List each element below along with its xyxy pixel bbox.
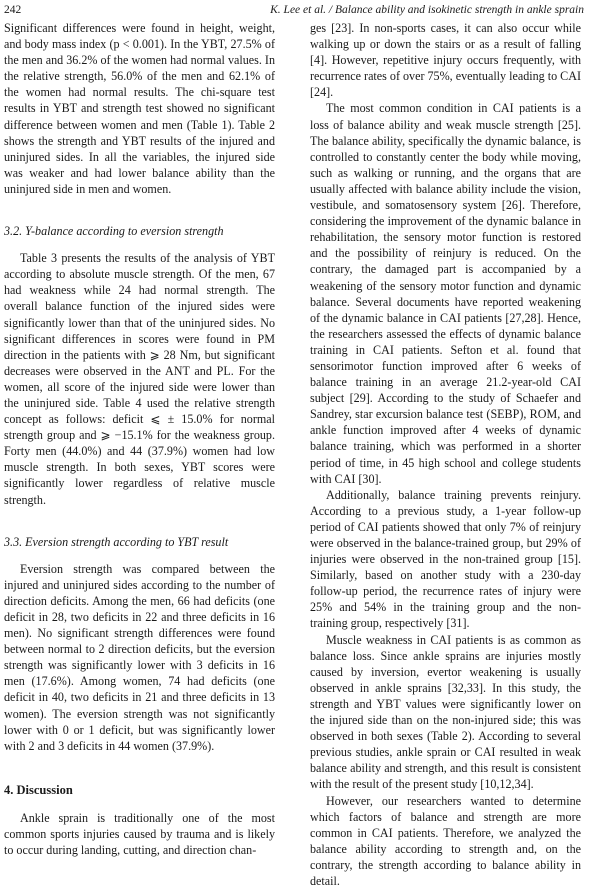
section-heading-3-3: 3.3. Eversion strength according to YBT result xyxy=(4,534,275,550)
discussion-paragraph-5: Muscle weakness in CAI patients is as common as balance loss. Since ankle sprains are injuries mostly caused by inversion, evertor weakening is usually observed in ankle sprains [32,33]. In this study, the strength and YBT values were significantly lower on the injured side than on the non-injured side; this was observed in both sexes (Table 2). According to several previous studies, ankle sprain or CAI resulted in weak balance ability and strength, and this result is consistent with the result of the present study [10,12,34]. xyxy=(310,632,581,793)
page-header xyxy=(0,3,600,17)
section-heading-discussion: 4. Discussion xyxy=(4,782,275,798)
discussion-paragraph-2: ges [23]. In non-sports cases, it can also occur while walking up or down the stairs or as a result of falling [4]. However, repetitive injury occurs frequently, with recurrence rates of over 75%, eventually leading to CAI [24]. xyxy=(310,20,581,100)
page-number: 242 xyxy=(4,3,21,17)
results-paragraph-2: Table 3 presents the results of the analysis of YBT according to absolute muscle strength. Of the men, 67 had weakness while 24 had normal strength. The overall balance function of the injured sides were significantly lower than that of the uninjured sides. No significant differences in scores were found in PM direction in the patients with ⩾ 28 Nm, but significant decreases were observed in the ANT and PL. For the women, all score of the injured side were lower than the uninjured side. Table 4 used the relative strength concept as follows: deficit ⩽ ± 15.0% for normal strength group and ⩾ −15.1% for the weakness group. Forty men (44.0%) and 44 (37.9%) women had low muscle strength. In both sexes, YBT scores were significantly lower regardless of relative muscle strength. xyxy=(4,250,275,508)
section-heading-3-2: 3.2. Y-balance according to eversion strength xyxy=(4,223,275,239)
running-title: K. Lee et al. / Balance ability and isokinetic strength in ankle sprain xyxy=(270,3,584,17)
left-column xyxy=(4,20,275,808)
results-paragraph-1: Significant differences were found in height, weight, and body mass index (p < 0.001). In the YBT, 27.5% of the men and 36.2% of the women had normal values. In the relative strength, 56.0% of the men and 62.1% of the women had normal results. The chi-square test results in YBT and strength test showed no significant difference between women and men (Table 1). Table 2 shows the strength and YBT results of the injured and uninjured sides. In all the variables, the injured side was weaker and had lower balance ability than the uninjured side in men and women. xyxy=(4,20,275,197)
discussion-paragraph-1: Ankle sprain is traditionally one of the most common sports injuries caused by trauma and is likely to occur during landing, cutting, and direction chan- xyxy=(4,810,275,858)
discussion-paragraph-4: Additionally, balance training prevents reinjury. According to a previous study, a 1-year follow-up period of CAI patients showed that only 7% of reinjury were observed in the balance-trained group, but 29% of injuries were observed in the non-trained group [15]. Similarly, based on another study with a 230-day follow-up period, the recurrence rates of injury were 25% and 54% in the training group and the non-training group, respectively [31]. xyxy=(310,487,581,632)
right-column xyxy=(310,20,581,808)
results-paragraph-3: Eversion strength was compared between the injured and uninjured sides according to the number of direction deficits. Among the men, 66 had deficits (one deficit in 28, two deficits in 22 and three deficits in 16 men). No significant strength differences were found between normal to 2 direction deficits, but the eversion strength was significantly lower with 3 deficits in 16 men (17.6%). Among women, 74 had deficits (one deficit in 40, two deficits in 21 and three deficits in 13 women). The eversion strength was not significantly lower with 0 or 1 deficit, but was significantly lower with 2 and 3 deficits in 44 women (37.9%). xyxy=(4,561,275,754)
discussion-paragraph-6: However, our researchers wanted to determine which factors of balance and strength are more common in CAI patients. Therefore, we analyzed the balance ability according to strength and, on the contrary, the strength according to balance ability in detail. xyxy=(310,793,581,889)
discussion-paragraph-3: The most common condition in CAI patients is a loss of balance ability and weak muscle strength [25]. The balance ability, specifically the dynamic balance, is controlled to constantly center the body while moving, such as walking or running, and the organs that are usually affected with balance ability include the vision, vestibule, and somatosensory system [26]. Therefore, considering the improvement of the dynamic balance in rehabilitation, the sensory motor function is restored and the possibility of reinjury is reduced. On the contrary, the damaged part is accompanied by a weakening of the sensory motor function and dynamic balance. Several documents have reported weakening of the dynamic balance in CAI patients [27,28]. Hence, the researchers assessed the effects of dynamic balance training in CAI patients. Sefton et al. found that sensorimotor function improved after 6 weeks of balance training in an average 21.2-year-old CAI subject [29]. According to the study of Schaefer and Sandrey, star excursion balance test (SEBP), ROM, and ankle function improved after 4 weeks of dynamic balance training, which was performed in a shorter period of time, in 45 high school and college students with CAI [30]. xyxy=(310,100,581,486)
